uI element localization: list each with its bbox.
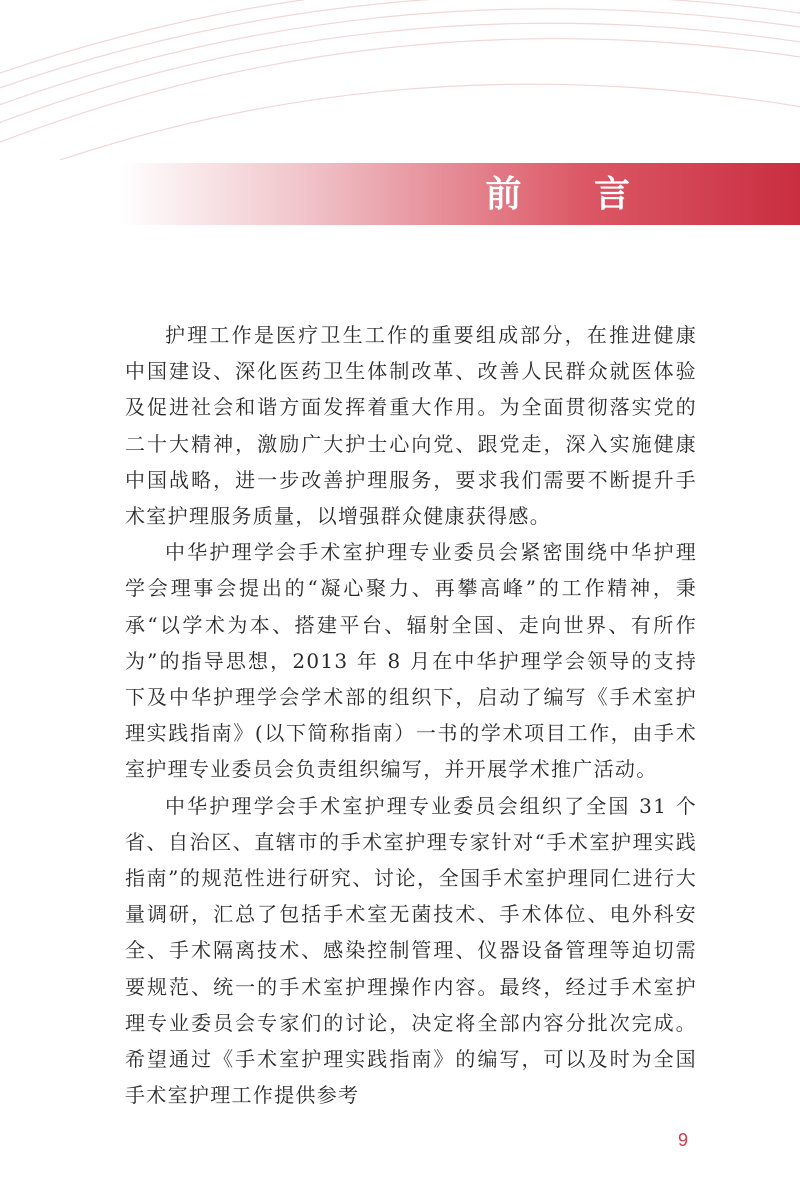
decorative-arcs xyxy=(0,0,800,160)
page-number: 9 xyxy=(677,1130,688,1150)
paragraph-3: 中华护理学会手术室护理专业委员会组织了全国 31 个省、自治区、直辖市的手术室护理专家针对“手术室护理实践指南”的规范性进行研究、讨论，全国手术室护理同仁进行大量调研，汇总了包括手术室无菌技术、手术体位、电外科安全、手术隔离技术、感染控制管理、仪器设备管理等迫切需要规范、统一的手术室护理操作内容。最终，经过手术室护理专业委员会专家们的讨论，决定将全部内容分批次完成。希望通过《手术室护理实践指南》的编写，可以及时为全国手术室护理工作提供参考 xyxy=(125,793,697,1108)
page-title: 前 言 xyxy=(485,173,660,215)
paragraph-2: 中华护理学会手术室护理专业委员会紧密围绕中华护理学会理事会提出的“凝心聚力、再攀高峰”的工作精神，秉承“以学术为本、搭建平台、辐射全国、走向世界、有所作为”的指导思想，2013 年 8 月在中华护理学会领导的支持下及中华护理学会学术部的组织下，启动了编写《手术室护理实践指南》(以下简称指南）一书的学术项目工作，由手术室护理专业委员会负责组织编写，并开展学术推广活动。 xyxy=(125,540,697,782)
paragraph-1: 护理工作是医疗卫生工作的重要组成部分，在推进健康中国建设、深化医药卫生体制改革、改善人民群众就医体验及促进社会和谐方面发挥着重大作用。为全面贯彻落实党的二十大精神，激励广大护士心向党、跟党走，深入实施健康中国战略，进一步改善护理服务，要求我们需要不断提升手术室护理服务质量，以增强群众健康获得感。 xyxy=(125,323,697,529)
title-banner xyxy=(120,163,800,225)
main-text xyxy=(125,317,697,1113)
